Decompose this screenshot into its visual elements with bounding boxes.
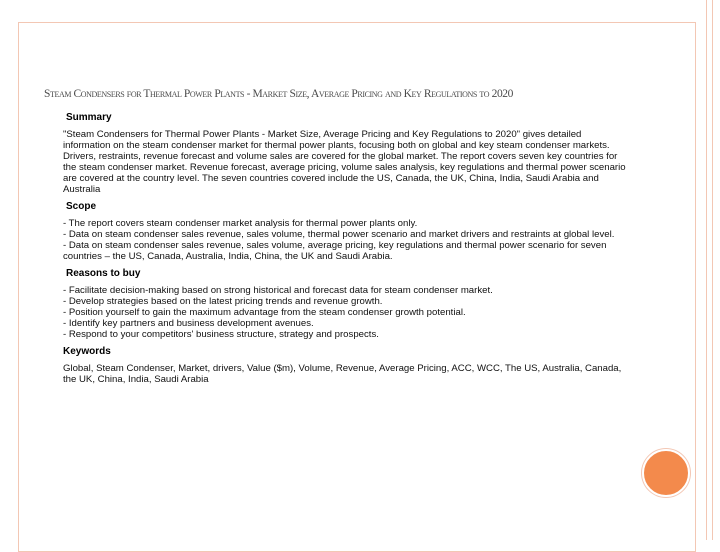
scope-text: - The report covers steam condenser market analysis for thermal power plants only. - Data on steam condenser sales revenue, sales volume, thermal power scenario and market drivers and restraints at global level. - Data on steam condenser sales revenue, sales volume, average pricing, key regulations and thermal power scenario for seven countries – the US, Canada, Australia, India, China, the UK and Saudi Arabia. bbox=[63, 218, 615, 262]
keywords-text: Global, Steam Condenser, Market, drivers, Value ($m), Volume, Revenue, Average Pricing, ACC, WCC, The US, Australia, Canada, the UK, China, India, Saudi Arabia bbox=[63, 363, 622, 385]
slide-title: Steam Condensers for Thermal Power Plants - Market Size, Average Pricing and Key Regulations to 2020 bbox=[44, 88, 514, 100]
summary-heading: Summary bbox=[66, 112, 112, 123]
reasons-heading: Reasons to buy bbox=[66, 268, 141, 279]
summary-text: "Steam Condensers for Thermal Power Plants - Market Size, Average Pricing and Key Regulations to 2020" gives detailed information on the steam condenser market for thermal power plants, focusing both on global and key steam condenser markets. Drivers, restraints, revenue forecast and volume sales are covered for the global market. The report covers seven key countries for the steam condenser market. Revenue forecast, average pricing, volume sales analysis, key regulations and thermal power scenario are covered at the country level. The seven countries covered include the US, Canada, the UK, China, India, Saudi Arabia and Australia bbox=[63, 129, 626, 195]
scope-heading: Scope bbox=[66, 201, 97, 212]
frame-right-line bbox=[706, 0, 707, 540]
slide-content bbox=[63, 112, 628, 391]
decorative-circle bbox=[642, 449, 690, 497]
keywords-heading: Keywords bbox=[63, 346, 111, 357]
reasons-text: - Facilitate decision-making based on strong historical and forecast data for steam condenser market. - Develop strategies based on the latest pricing trends and revenue growth. - Position yourself to gain the maximum advantage from the steam condenser growth potential. - Identify key partners and business development avenues. - Respond to your competitors' business structure, strategy and prospects. bbox=[63, 285, 493, 340]
frame-right-line-outer bbox=[712, 0, 713, 540]
